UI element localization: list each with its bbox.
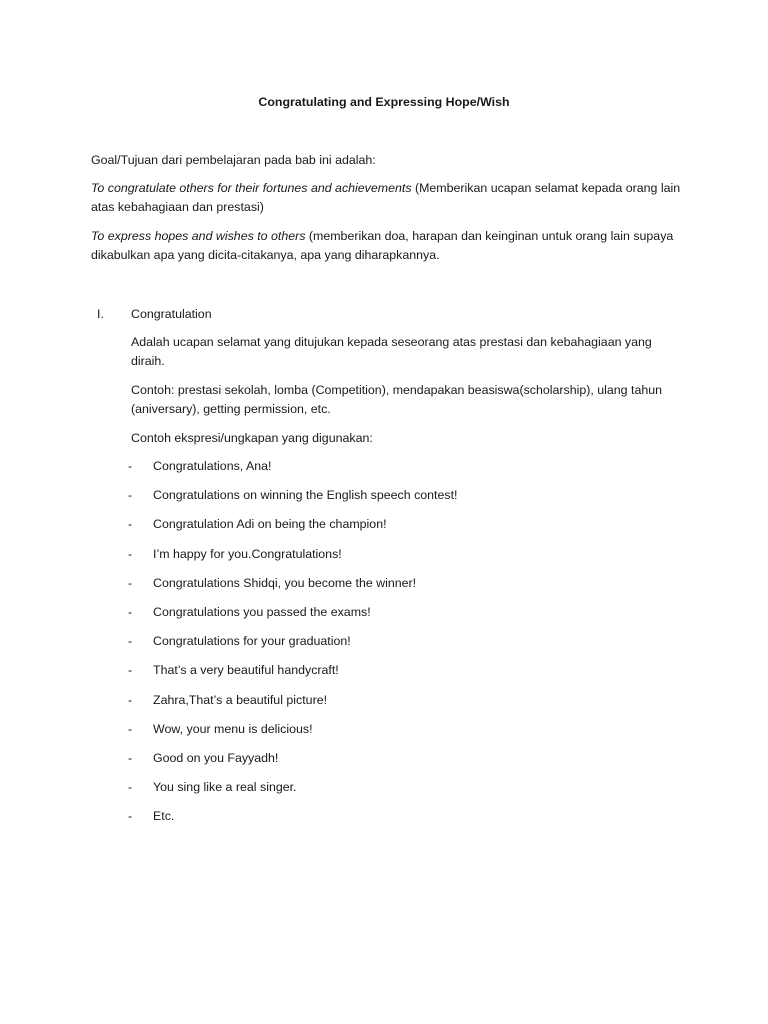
list-item-text: Congratulations for your graduation! xyxy=(153,634,351,649)
list-item-text: Congratulation Adi on being the champion! xyxy=(153,517,387,532)
list-item-text: Congratulations, Ana! xyxy=(153,459,272,473)
goal-hope-wish-translation: (memberikan doa, harapan dan keinginan untuk orang lain supaya dikabulkan apa yang dicita-citakanya, apa yang diharapkannya. xyxy=(91,229,674,262)
list-bullet: - xyxy=(128,517,133,532)
list-item xyxy=(128,457,457,486)
list-bullet: - xyxy=(128,604,133,619)
list-bullet: - xyxy=(128,692,133,707)
list-item xyxy=(128,574,457,603)
list-item-text: I’m happy for you.Congratulations! xyxy=(153,546,342,561)
goal-hope-wish-italic: To express hopes and wishes to others xyxy=(91,229,306,243)
list-item-text: Zahra,That’s a beautiful picture! xyxy=(153,692,328,707)
list-item-text: Wow, your menu is delicious! xyxy=(153,721,313,736)
section-description: Adalah ucapan selamat yang ditujukan kepada seseorang atas prestasi dan kebahagiaan yang diraih. xyxy=(131,335,652,368)
goal-congratulate-translation: (Memberikan ucapan selamat kepada orang lain atas kebahagiaan dan prestasi) xyxy=(91,181,681,214)
list-item xyxy=(128,661,457,690)
list-item xyxy=(128,749,457,778)
expressions-list xyxy=(128,457,457,836)
list-item-text: Etc. xyxy=(153,809,175,824)
list-item xyxy=(128,807,457,836)
document-title: Congratulating and Expressing Hope/Wish xyxy=(258,95,510,109)
list-item xyxy=(128,515,457,544)
expressions-intro: Contoh ekspresi/ungkapan yang digunakan: xyxy=(131,431,373,445)
list-item xyxy=(128,603,457,632)
section-number: I. xyxy=(97,307,104,321)
list-bullet: - xyxy=(128,488,133,503)
list-bullet: - xyxy=(128,634,133,649)
list-bullet: - xyxy=(128,575,133,590)
list-bullet: - xyxy=(128,809,133,824)
list-item-text: Congratulations on winning the English speech contest! xyxy=(153,488,458,503)
list-item xyxy=(128,545,457,574)
list-bullet: - xyxy=(128,546,133,561)
list-item-text: Congratulations Shidqi, you become the winner! xyxy=(153,575,417,590)
section-heading: Congratulation xyxy=(131,307,212,321)
list-item-text: Good on you Fayyadh! xyxy=(153,750,279,765)
list-bullet: - xyxy=(128,721,133,736)
list-item-text: Congratulations you passed the exams! xyxy=(153,604,371,619)
list-item xyxy=(128,720,457,749)
list-item xyxy=(128,632,457,661)
list-item xyxy=(128,486,457,515)
list-bullet: - xyxy=(128,459,133,473)
list-item xyxy=(128,778,457,807)
goal-congratulate xyxy=(91,179,681,217)
list-item-text: That’s a very beautiful handycraft! xyxy=(153,663,339,678)
goal-heading: Goal/Tujuan dari pembelajaran pada bab ini adalah: xyxy=(91,153,376,167)
section-examples: Contoh: prestasi sekolah, lomba (Competition), mendapakan beasiswa(scholarship), ulang tahun (aniversary), getting permission, etc. xyxy=(131,383,663,416)
list-item xyxy=(128,691,457,720)
goal-congratulate-italic: To congratulate others for their fortunes and achievements xyxy=(91,181,412,195)
list-bullet: - xyxy=(128,780,133,795)
list-bullet: - xyxy=(128,663,133,678)
goal-hope-wish xyxy=(91,227,681,265)
list-item-text: You sing like a real singer. xyxy=(153,780,297,795)
list-bullet: - xyxy=(128,750,133,765)
